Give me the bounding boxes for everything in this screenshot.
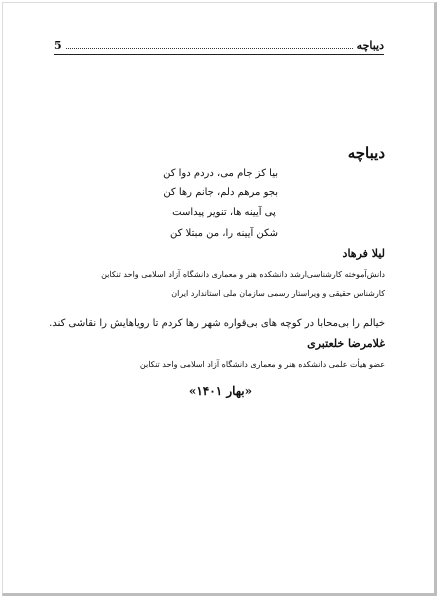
poem-line-2: بجو مرهم دلم، جانم رها کن — [163, 187, 278, 198]
body-paragraph: خیالم را بی‌محابا در کوچه های بی‌قواره شهر رها کردم تا رویاهایش را نقاشی کند. — [49, 318, 385, 329]
author2-affiliation: عضو هیأت علمی دانشکده هنر و معماری دانشگاه آزاد اسلامی واحد تنکابن — [139, 360, 385, 369]
author2-name: غلامرضا خلعتبری — [307, 337, 385, 350]
poem-line-4: شکن آیینه را، من مبتلا کن — [170, 228, 278, 239]
date-line: «بهار ۱۴۰۱» — [188, 384, 253, 398]
author1-affiliation: دانش‌آموخته کارشناسی‌ارشد دانشکده هنر و معماری دانشگاه آزاد اسلامی واحد تنکابن — [101, 270, 385, 279]
poem-line-3: پی آیینه ها، تنویر پیداست — [172, 207, 276, 218]
author1-name: لیلا فرهاد — [342, 247, 385, 260]
section-heading: دیباچه — [347, 144, 385, 162]
poem-line-1: بیا کز جام می، دردم دوا کن — [163, 168, 278, 179]
page-number: 5 — [54, 39, 62, 52]
page-frame — [2, 2, 437, 596]
header-title: دیباچه — [356, 39, 384, 52]
running-header — [54, 34, 384, 52]
header-rule — [54, 54, 384, 55]
header-dot-leader — [66, 48, 353, 49]
author1-title: کارشناس حقیقی و ویراستار رسمی سازمان ملی استاندارد ایران — [171, 289, 385, 298]
